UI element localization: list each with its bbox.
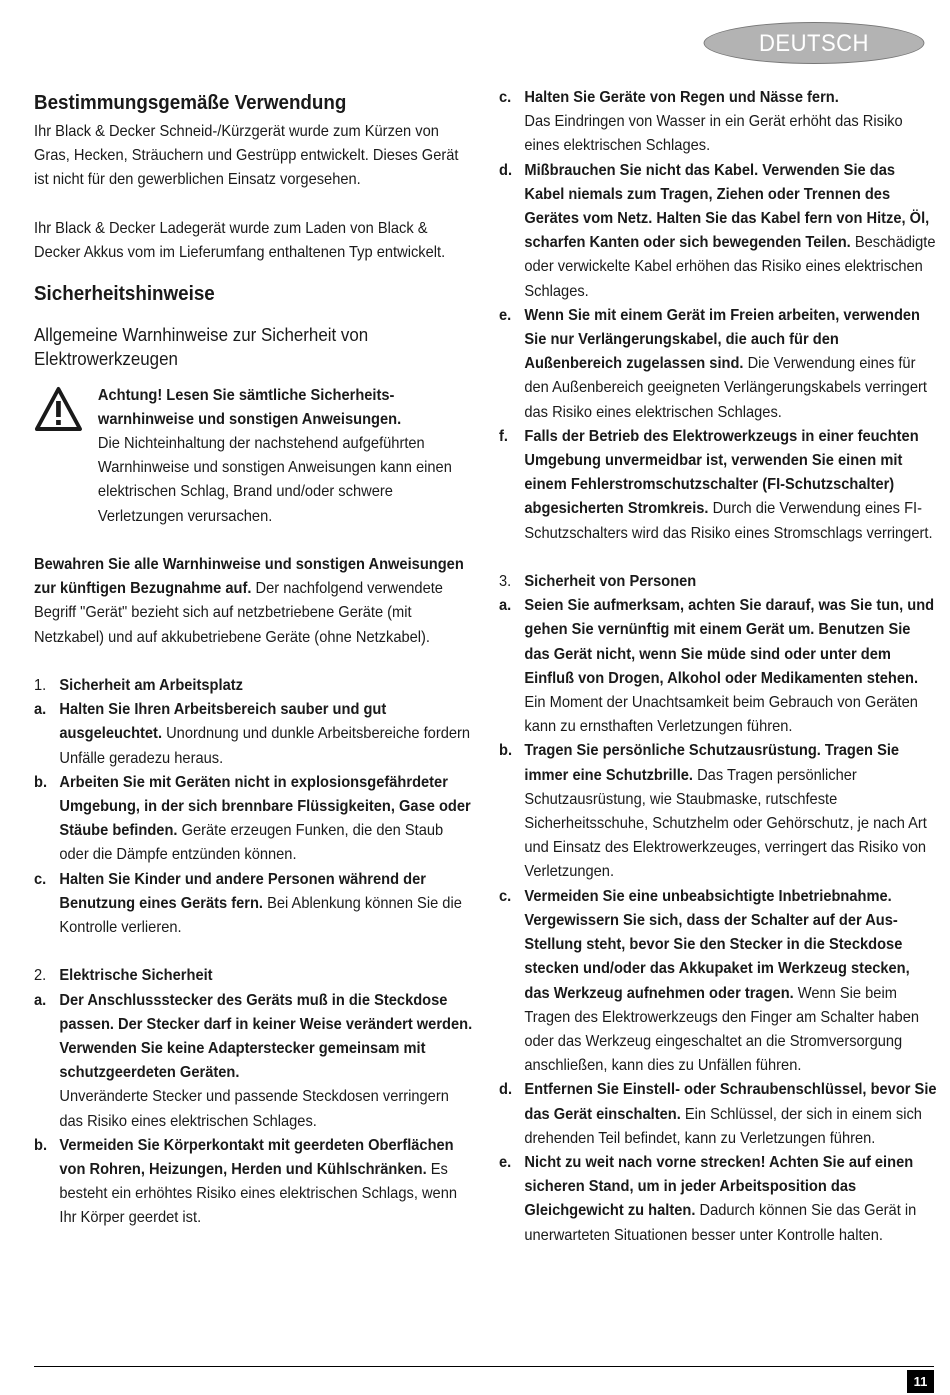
warning-triangle-icon xyxy=(34,386,83,432)
warning-text: Die Nichteinhaltung der nachstehend aufgeführten Warnhinweise und sonstigen Anweisungen kann einen elektrischen Schlag, Brand und/oder schwere Verletzungen verursachen. xyxy=(97,435,452,525)
list-item: d. Mißbrauchen Sie nicht das Kabel. Verwenden Sie das Kabel niemals zum Tragen, Ziehen oder Trennen des Gerätes vom Netz. Halten Sie das Kabel fern von Hitze, Öl, scharfen Kanten oder sich bewegenden Teilen. Beschädigte oder verwickelte Kabel erhöhen das Risiko eines elektrischen Schlages. xyxy=(499,161,936,300)
right-column xyxy=(499,86,937,1248)
list-item: c. Vermeiden Sie eine unbeabsichtigte Inbetriebnahme. Vergewissern Sie sich, dass der Schalter auf der Aus-Stellung steht, bevor Sie den Stecker in die Steckdose stecken und/oder das Akkupaket im Werkzeug stecken, das Werkzeug aufnehmen oder tragen. Wenn Sie beim Tragen des Elektrowerkzeugs den Finger am Schalter haben oder das Werkzeug eingeschaltet an die Stromversorgung anschließen, kann dies zu Unfällen führen. xyxy=(499,887,920,1075)
section2-title: 2. Elektrische Sicherheit xyxy=(34,967,213,985)
section1-title: 1. Sicherheit am Arbeitsplatz xyxy=(34,677,243,695)
list-item: e. Wenn Sie mit einem Gerät im Freien arbeiten, verwenden Sie nur Verlängerungskabel, die auch für den Außenbereich zugelassen sind. Die Verwendung eines für den Außenbereich geeigneten Verlängerungskabels verringert das Risiko eines elektrischen Schlages. xyxy=(499,306,927,421)
list-item: b. Arbeiten Sie mit Geräten nicht in explosionsgefährdeter Umgebung, in der sich brennbare Flüssigkeiten, Gase oder Stäube befinden. Geräte erzeugen Funken, die den Staub oder die Dämpfe entzünden können. xyxy=(34,773,471,864)
list-item: b. Tragen Sie persönliche Schutzausrüstung. Tragen Sie immer eine Schutzbrille. Das Tragen persönlicher Schutzausrüstung, wie Staubmaske, rutschfeste Sicherheitsschuhe, Schutzhelm oder Gehörschutz, je nach Art und Einsatz des Elektrowerkzeuges, verringert das Risiko von Verletzungen. xyxy=(499,742,927,881)
footer-divider xyxy=(34,1366,934,1367)
left-column xyxy=(34,86,474,1231)
intended-use-para2: Ihr Black & Decker Ladegerät wurde zum Laden von Black & Decker Akkus vom im Lieferumfang enthaltenen Typ entwickelt. xyxy=(34,219,446,261)
list-item: d. Entfernen Sie Einstell- oder Schraubenschlüssel, bevor Sie das Gerät einschalten. Ein Schlüssel, der sich in einem sich drehenden Teil befindet, kann zu Verletzungen führen. xyxy=(499,1081,937,1147)
safety-subtitle: Allgemeine Warnhinweise zur Sicherheit von Elektrowerkzeugen xyxy=(34,325,369,370)
keep-instructions-text: Der nachfolgend verwendete Begriff "Gerät" bezieht sich auf netzbetriebene Geräte (mit Netzkabel) und auf akkubetriebene Geräte (ohne Netzkabel). xyxy=(34,580,443,646)
list-item: c. Halten Sie Geräte von Regen und Nässe fern. Das Eindringen von Wasser in ein Gerät erhöht das Risiko eines elektrischen Schlages. xyxy=(499,89,903,155)
list-item: a. Halten Sie Ihren Arbeitsbereich sauber und gut ausgeleuchtet. Unordnung und dunkle Arbeitsbereiche fordern Unfälle geradezu heraus. xyxy=(34,701,471,767)
list-item: c. Halten Sie Kinder und andere Personen während der Benutzung eines Geräts fern. Bei Ablenkung können Sie die Kontrolle verlieren. xyxy=(34,870,462,937)
section3-title: 3. Sicherheit von Personen xyxy=(499,573,697,591)
keep-instructions-bold: Bewahren Sie alle Warnhinweise und sonstigen Anweisungen zur künftigen Bezugnahme auf. xyxy=(34,556,464,598)
intended-use-para1: Ihr Black & Decker Schneid-/Kürzgerät wurde zum Kürzen von Gras, Hecken, Sträuchern und Gestrüpp entwickelt. Dieses Gerät ist nicht für den gewerblichen Einsatz vorgesehen. xyxy=(34,123,459,189)
list-item: b. Vermeiden Sie Körperkontakt mit geerdeten Oberflächen von Rohren, Heizungen, Herden und Kühlschränken. Es besteht ein erhöhtes Risiko eines elektrischen Schlags, wenn Ihr Körper geerdet ist. xyxy=(34,1136,458,1227)
list-item: f. Falls der Betrieb des Elektrowerkzeugs in einer feuchten Umgebung unvermeidbar ist, verwenden Sie einen mit einem Fehlerstromschutzschalter (FI-Schutzschalter) abgesicherten Stromkreis. Durch die Verwendung eines FI-Schutzschalters wird das Risiko eines Stromschlags verringert. xyxy=(499,427,933,542)
warning-bold: Achtung! Lesen Sie sämtliche Sicherheits-warnhinweise und sonstigen Anweisungen. xyxy=(97,386,402,428)
list-item: a. Der Anschlussstecker des Geräts muß in die Steckdose passen. Der Stecker darf in keiner Weise verändert werden. Verwenden Sie keine Adapterstecker gemeinsam mit schutzgeerdeten Geräten. Unveränderte Stecker und passende Steckdosen verringern das Risiko eines elektrischen Schlages. xyxy=(34,991,473,1130)
warning-block xyxy=(34,384,474,529)
list-item: e. Nicht zu weit nach vorne strecken! Achten Sie auf einen sicheren Stand, um in jeder Arbeitsposition das Gleichgewicht zu halten. Dadurch können Sie das Gerät in unerwarteten Situationen besser unter Kontrolle halten. xyxy=(499,1153,917,1244)
page-number: 11 xyxy=(907,1370,934,1393)
list-item: a. Seien Sie aufmerksam, achten Sie darauf, was Sie tun, und gehen Sie vernünftig mit einem Gerät um. Benutzen Sie das Gerät nicht, wenn Sie müde sind oder unter dem Einfluß von Drogen, Alkohol oder Medikamenten stehen. Ein Moment der Unachtsamkeit beim Gebrauch von Geräten kann zu ernsthaften Verletzungen führen. xyxy=(499,597,935,736)
language-tab: DEUTSCH xyxy=(704,22,925,64)
safety-title: Sicherheitshinweise xyxy=(34,283,215,306)
intended-use-title: Bestimmungsgemäße Verwendung xyxy=(34,92,347,114)
